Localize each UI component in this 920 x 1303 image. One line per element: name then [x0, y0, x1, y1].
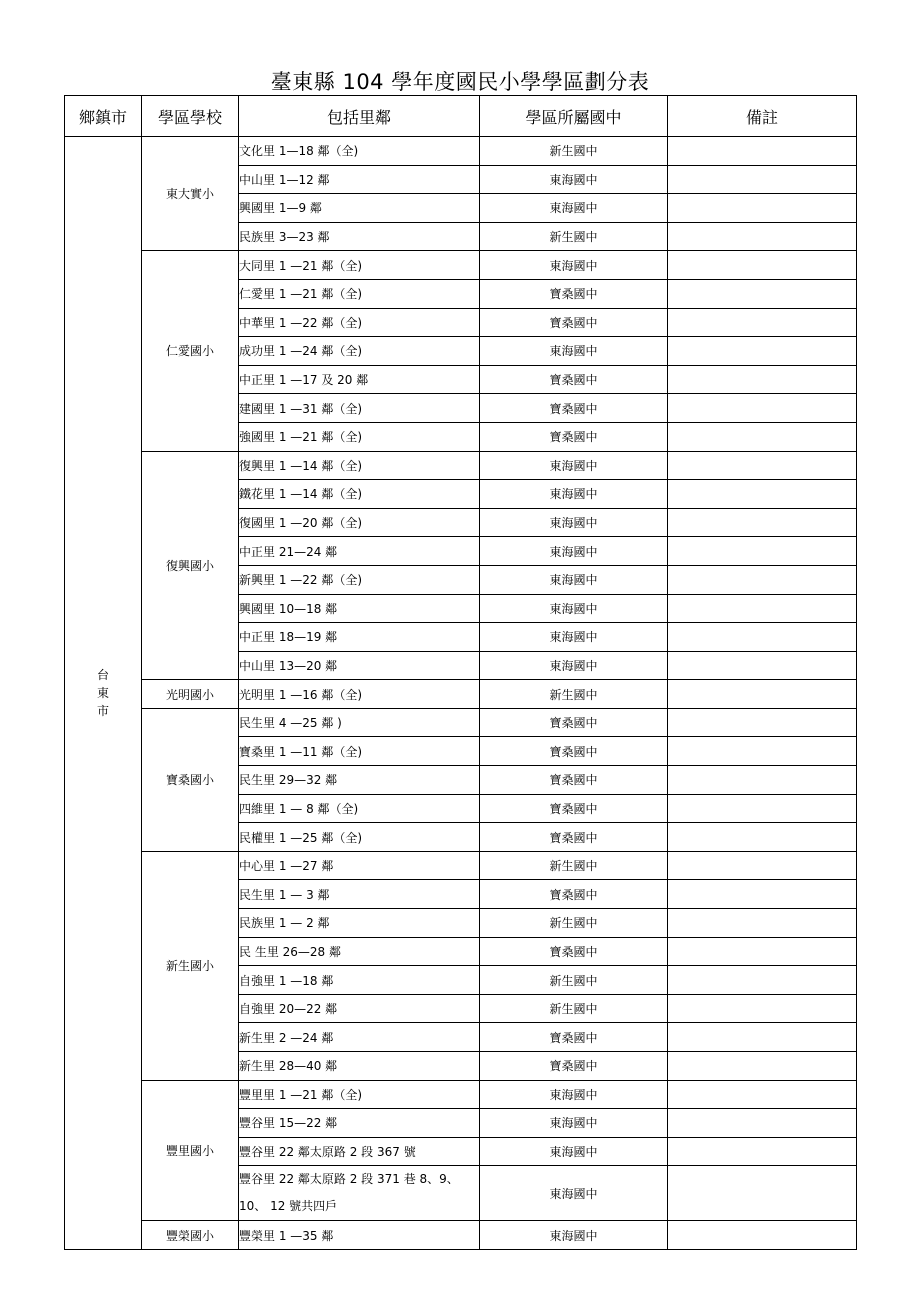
header-area: 包括里鄰 — [239, 96, 480, 137]
area-cell: 建國里 1 —31 鄰（全) — [239, 394, 480, 423]
town-name-cell — [65, 137, 142, 1250]
junior-high-cell: 寶桑國中 — [480, 394, 668, 423]
area-cell: 民族里 3—23 鄰 — [239, 222, 480, 251]
table-row — [65, 1080, 857, 1109]
school-name-cell: 寶桑國小 — [142, 708, 239, 851]
note-cell — [668, 594, 857, 623]
note-cell — [668, 308, 857, 337]
table-row — [65, 451, 857, 480]
school-name-cell: 光明國小 — [142, 680, 239, 709]
note-cell — [668, 651, 857, 680]
note-cell — [668, 194, 857, 223]
town-name-char: 台 — [96, 667, 109, 682]
header-school: 學區學校 — [142, 96, 239, 137]
junior-high-cell: 東海國中 — [480, 451, 668, 480]
junior-high-cell: 新生國中 — [480, 222, 668, 251]
header-row — [65, 96, 857, 137]
note-cell — [668, 1080, 857, 1109]
note-cell — [668, 708, 857, 737]
area-cell: 民權里 1 —25 鄰（全) — [239, 823, 480, 852]
area-cell: 寶桑里 1 —11 鄰（全) — [239, 737, 480, 766]
area-cell: 自強里 20—22 鄰 — [239, 994, 480, 1023]
area-cell: 新興里 1 —22 鄰（全) — [239, 565, 480, 594]
area-cell: 豐榮里 1 —35 鄰 — [239, 1221, 480, 1250]
junior-high-cell: 東海國中 — [480, 537, 668, 566]
note-cell — [668, 537, 857, 566]
note-cell — [668, 337, 857, 366]
area-cell: 強國里 1 —21 鄰（全) — [239, 422, 480, 451]
area-cell: 仁愛里 1 —21 鄰（全) — [239, 279, 480, 308]
school-name-cell: 仁愛國小 — [142, 251, 239, 451]
note-cell — [668, 880, 857, 909]
note-cell — [668, 766, 857, 795]
area-cell: 自強里 1 —18 鄰 — [239, 966, 480, 995]
note-cell — [668, 480, 857, 509]
area-cell: 豐谷里 22 鄰太原路 2 段 367 號 — [239, 1137, 480, 1166]
table-row — [65, 251, 857, 280]
junior-high-cell: 新生國中 — [480, 680, 668, 709]
table-row — [65, 680, 857, 709]
junior-high-cell: 東海國中 — [480, 194, 668, 223]
junior-high-cell: 寶桑國中 — [480, 766, 668, 795]
note-cell — [668, 422, 857, 451]
area-cell: 民生里 4 —25 鄰 ) — [239, 708, 480, 737]
junior-high-cell: 東海國中 — [480, 1166, 668, 1221]
note-cell — [668, 851, 857, 880]
page-title: 臺東縣 104 學年度國民小學學區劃分表 — [270, 70, 650, 94]
note-cell — [668, 1221, 857, 1250]
area-cell: 民生里 29—32 鄰 — [239, 766, 480, 795]
note-cell — [668, 966, 857, 995]
area-cell: 興國里 10—18 鄰 — [239, 594, 480, 623]
note-cell — [668, 794, 857, 823]
note-cell — [668, 165, 857, 194]
school-name-cell: 復興國小 — [142, 451, 239, 680]
junior-high-cell: 東海國中 — [480, 623, 668, 652]
note-cell — [668, 565, 857, 594]
junior-high-cell: 寶桑國中 — [480, 279, 668, 308]
note-cell — [668, 823, 857, 852]
table-row — [65, 708, 857, 737]
area-cell: 豐谷里 15—22 鄰 — [239, 1109, 480, 1138]
note-cell — [668, 451, 857, 480]
area-cell: 中正里 21—24 鄰 — [239, 537, 480, 566]
junior-high-cell: 東海國中 — [480, 594, 668, 623]
area-cell: 中心里 1 —27 鄰 — [239, 851, 480, 880]
note-cell — [668, 623, 857, 652]
note-cell — [668, 365, 857, 394]
junior-high-cell: 寶桑國中 — [480, 937, 668, 966]
note-cell — [668, 1137, 857, 1166]
note-cell — [668, 994, 857, 1023]
area-cell: 民生里 1 — 3 鄰 — [239, 880, 480, 909]
area-cell: 光明里 1 —16 鄰（全) — [239, 680, 480, 709]
table-body — [65, 137, 857, 1250]
note-cell — [668, 737, 857, 766]
junior-high-cell: 寶桑國中 — [480, 708, 668, 737]
note-cell — [668, 1109, 857, 1138]
town-name-char: 市 — [96, 703, 109, 718]
area-cell: 中山里 13—20 鄰 — [239, 651, 480, 680]
junior-high-cell: 新生國中 — [480, 851, 668, 880]
note-cell — [668, 279, 857, 308]
note-cell — [668, 1052, 857, 1081]
note-cell — [668, 937, 857, 966]
junior-high-cell: 新生國中 — [480, 966, 668, 995]
note-cell — [668, 222, 857, 251]
area-cell: 民 生里 26—28 鄰 — [239, 937, 480, 966]
junior-high-cell: 東海國中 — [480, 251, 668, 280]
area-cell: 文化里 1—18 鄰（全) — [239, 137, 480, 166]
junior-high-cell: 寶桑國中 — [480, 823, 668, 852]
note-cell — [668, 1166, 857, 1221]
area-cell: 大同里 1 —21 鄰（全) — [239, 251, 480, 280]
junior-high-cell: 東海國中 — [480, 1137, 668, 1166]
junior-high-cell: 寶桑國中 — [480, 422, 668, 451]
note-cell — [668, 1023, 857, 1052]
junior-high-cell: 東海國中 — [480, 508, 668, 537]
header-junior: 學區所屬國中 — [480, 96, 668, 137]
junior-high-cell: 寶桑國中 — [480, 1052, 668, 1081]
town-name-char: 東 — [96, 685, 109, 700]
junior-high-cell: 新生國中 — [480, 909, 668, 938]
area-cell: 興國里 1—9 鄰 — [239, 194, 480, 223]
school-name-cell: 新生國小 — [142, 851, 239, 1080]
area-cell: 中正里 1 —17 及 20 鄰 — [239, 365, 480, 394]
junior-high-cell: 寶桑國中 — [480, 308, 668, 337]
junior-high-cell: 東海國中 — [480, 480, 668, 509]
school-district-table — [64, 95, 857, 1250]
table-row — [65, 851, 857, 880]
junior-high-cell: 東海國中 — [480, 165, 668, 194]
note-cell — [668, 394, 857, 423]
junior-high-cell: 東海國中 — [480, 565, 668, 594]
area-cell: 豐里里 1 —21 鄰（全) — [239, 1080, 480, 1109]
junior-high-cell: 寶桑國中 — [480, 880, 668, 909]
junior-high-cell: 寶桑國中 — [480, 365, 668, 394]
area-cell: 四維里 1 — 8 鄰（全) — [239, 794, 480, 823]
junior-high-cell: 東海國中 — [480, 1080, 668, 1109]
area-cell: 復國里 1 —20 鄰（全) — [239, 508, 480, 537]
area-cell: 中正里 18—19 鄰 — [239, 623, 480, 652]
header-note: 備註 — [668, 96, 857, 137]
area-cell: 民族里 1 — 2 鄰 — [239, 909, 480, 938]
junior-high-cell: 東海國中 — [480, 337, 668, 366]
area-cell: 鐵花里 1 —14 鄰（全) — [239, 480, 480, 509]
junior-high-cell: 新生國中 — [480, 137, 668, 166]
junior-high-cell: 寶桑國中 — [480, 1023, 668, 1052]
school-name-cell: 豐榮國小 — [142, 1221, 239, 1250]
junior-high-cell: 東海國中 — [480, 1109, 668, 1138]
note-cell — [668, 909, 857, 938]
junior-high-cell: 寶桑國中 — [480, 794, 668, 823]
junior-high-cell: 東海國中 — [480, 1221, 668, 1250]
junior-high-cell: 新生國中 — [480, 994, 668, 1023]
table-row — [65, 1221, 857, 1250]
area-cell: 中華里 1 —22 鄰（全) — [239, 308, 480, 337]
area-cell: 復興里 1 —14 鄰（全) — [239, 451, 480, 480]
school-name-cell: 豐里國小 — [142, 1080, 239, 1221]
junior-high-cell: 東海國中 — [480, 651, 668, 680]
note-cell — [668, 137, 857, 166]
area-cell: 中山里 1—12 鄰 — [239, 165, 480, 194]
area-cell: 成功里 1 —24 鄰（全) — [239, 337, 480, 366]
school-name-cell: 東大實小 — [142, 137, 239, 251]
note-cell — [668, 508, 857, 537]
junior-high-cell: 寶桑國中 — [480, 737, 668, 766]
area-cell: 豐谷里 22 鄰太原路 2 段 371 巷 8、9、10、 12 號共四戶 — [239, 1166, 480, 1221]
area-cell: 新生里 28—40 鄰 — [239, 1052, 480, 1081]
table-row — [65, 137, 857, 166]
note-cell — [668, 680, 857, 709]
header-town: 鄉鎮市 — [65, 96, 142, 137]
area-cell: 新生里 2 —24 鄰 — [239, 1023, 480, 1052]
note-cell — [668, 251, 857, 280]
